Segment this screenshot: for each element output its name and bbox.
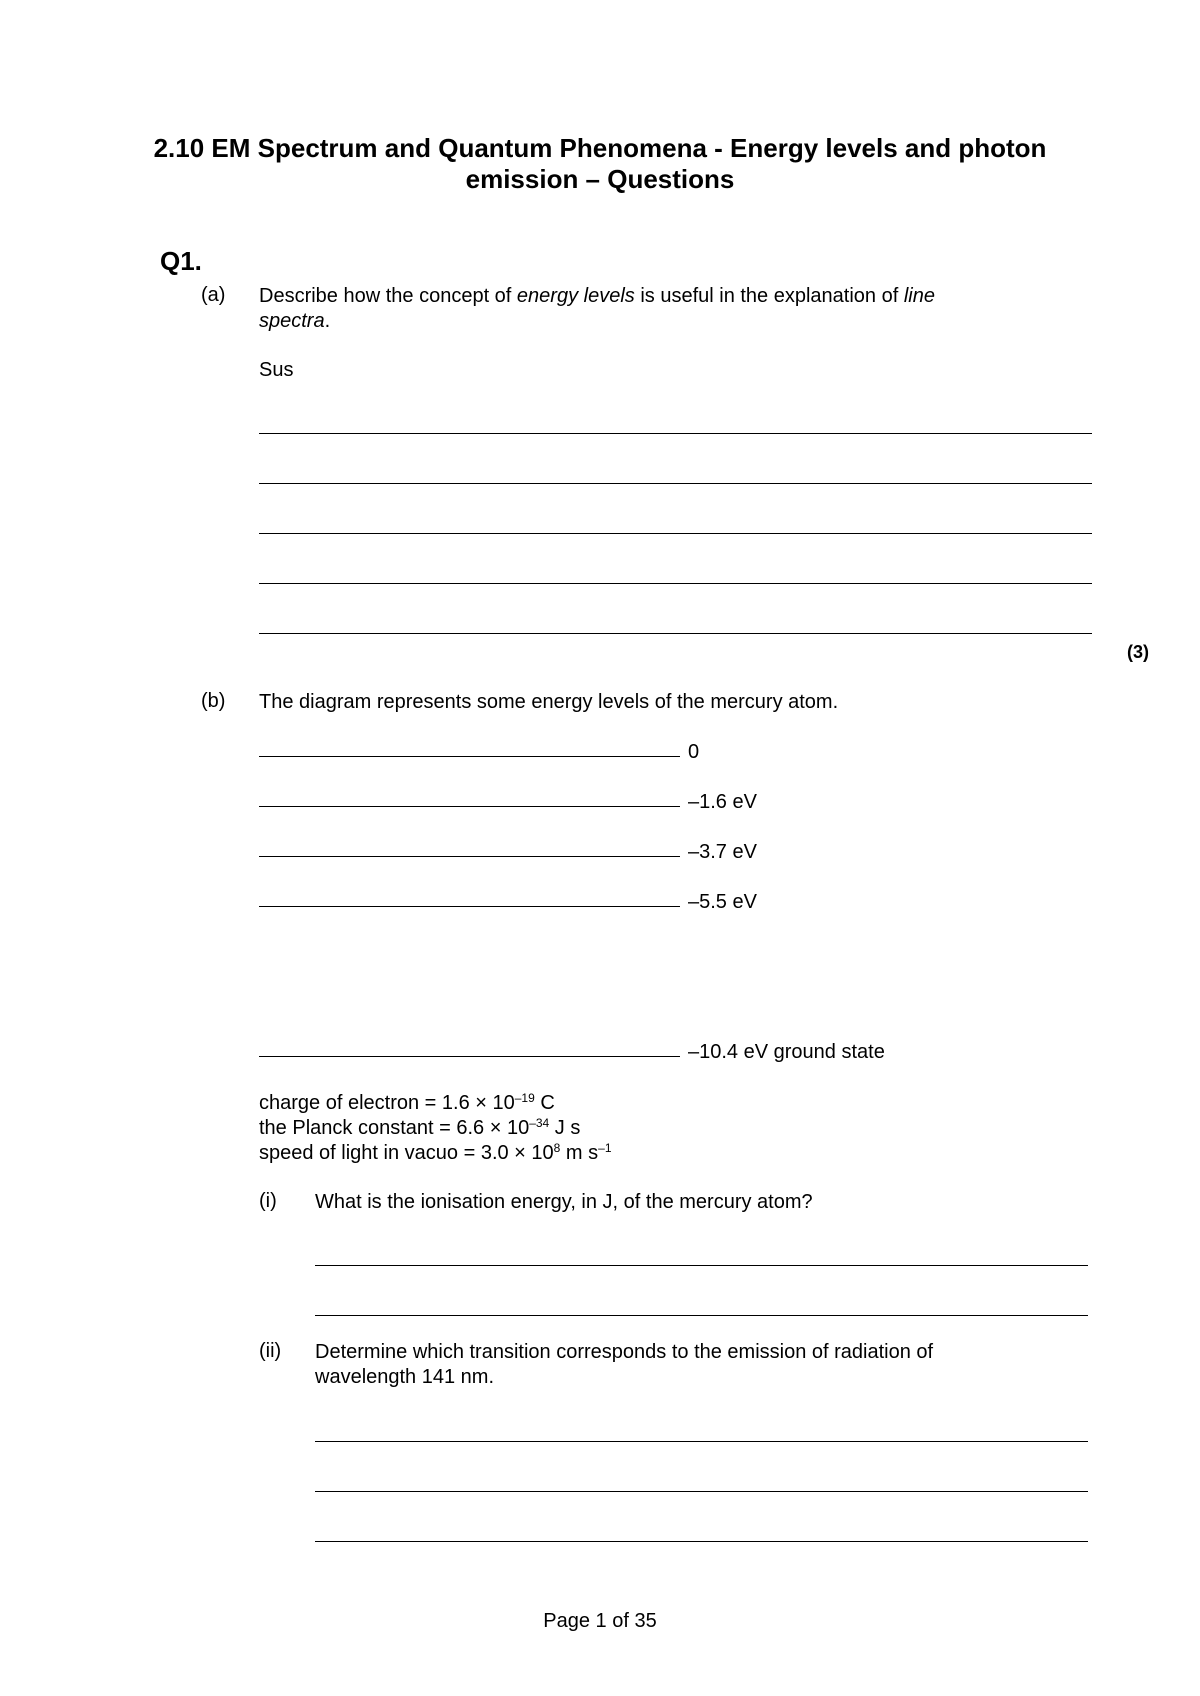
constant-electron-unit: C bbox=[534, 1092, 555, 1114]
part-a-text-2: is useful in the explanation of bbox=[634, 285, 904, 307]
sub-question-ii-text-line-2: wavelength 141 nm. bbox=[315, 1366, 495, 1388]
sub-question-ii-text-line-1: Determine which transition corresponds to the emission of radiation of bbox=[315, 1341, 934, 1363]
constant-planck-text: the Planck constant = 6.6 × 10 bbox=[259, 1117, 530, 1139]
page-number: Page 1 of 35 bbox=[543, 1610, 657, 1632]
part-a-emphasis-spectra: spectra bbox=[259, 310, 325, 332]
part-a-answer-line-2[interactable] bbox=[259, 483, 1092, 484]
document-title-line-2: emission – Questions bbox=[465, 164, 735, 194]
energy-level-line-1 bbox=[259, 806, 680, 807]
constant-planck-exponent: –34 bbox=[529, 1116, 550, 1130]
sub-question-ii-answer-line-1[interactable] bbox=[315, 1441, 1088, 1442]
part-a-marks: (3) bbox=[1127, 642, 1149, 662]
sub-question-ii-answer-line-3[interactable] bbox=[315, 1541, 1088, 1542]
energy-level-label-3: –5.5 eV bbox=[688, 891, 757, 913]
part-a-emphasis-line: line bbox=[903, 285, 935, 307]
energy-level-line-3 bbox=[259, 906, 680, 907]
question-number: Q1. bbox=[160, 246, 202, 276]
part-a-label: (a) bbox=[201, 284, 226, 306]
part-a-answer-line-4[interactable] bbox=[259, 583, 1092, 584]
constant-light-text: speed of light in vacuo = 3.0 × 10 bbox=[259, 1142, 554, 1164]
sub-question-ii-answer-line-2[interactable] bbox=[315, 1491, 1088, 1492]
sub-question-i-answer-line-2[interactable] bbox=[315, 1315, 1088, 1316]
energy-level-line-ground bbox=[259, 1056, 680, 1057]
document-title-line-1: 2.10 EM Spectrum and Quantum Phenomena - Energy levels and photon bbox=[153, 133, 1047, 163]
energy-level-line-2 bbox=[259, 856, 680, 857]
energy-level-label-2: –3.7 eV bbox=[688, 841, 757, 863]
constant-electron-text: charge of electron = 1.6 × 10 bbox=[259, 1092, 515, 1114]
part-a-emphasis-energy-levels: energy levels bbox=[516, 285, 635, 307]
energy-level-label-0: 0 bbox=[688, 741, 700, 763]
part-a-question-line-2 bbox=[259, 309, 330, 334]
energy-level-label-ground: –10.4 eV ground state bbox=[688, 1041, 885, 1063]
sub-question-ii-label: (ii) bbox=[259, 1340, 282, 1362]
constant-electron-exponent: –19 bbox=[514, 1091, 535, 1105]
constant-light-exponent: 8 bbox=[553, 1141, 561, 1155]
energy-level-label-1: –1.6 eV bbox=[688, 791, 757, 813]
sub-question-i-answer-line-1[interactable] bbox=[315, 1265, 1088, 1266]
constant-speed-of-light bbox=[259, 1136, 612, 1166]
sub-question-i-text: What is the ionisation energy, in J, of the mercury atom? bbox=[315, 1191, 813, 1213]
part-a-answer-line-1[interactable] bbox=[259, 433, 1092, 434]
constant-light-exponent-2: –1 bbox=[598, 1141, 612, 1155]
constant-light-unit: m s bbox=[560, 1142, 599, 1164]
part-b-label: (b) bbox=[201, 690, 226, 712]
part-a-text-1: Describe how the concept of bbox=[259, 285, 517, 307]
part-b-question: The diagram represents some energy levels of the mercury atom. bbox=[259, 691, 839, 713]
sub-question-i-label: (i) bbox=[259, 1190, 277, 1212]
energy-level-line-0 bbox=[259, 756, 680, 757]
constant-planck-unit: J s bbox=[549, 1117, 581, 1139]
part-a-answer-line-5[interactable] bbox=[259, 633, 1092, 634]
energy-level-diagram bbox=[259, 740, 959, 1070]
part-a-period: . bbox=[324, 310, 331, 332]
part-a-question-line-1 bbox=[259, 284, 935, 309]
part-a-answer-line-3[interactable] bbox=[259, 533, 1092, 534]
part-a-answer-text[interactable]: Sus bbox=[259, 359, 294, 381]
